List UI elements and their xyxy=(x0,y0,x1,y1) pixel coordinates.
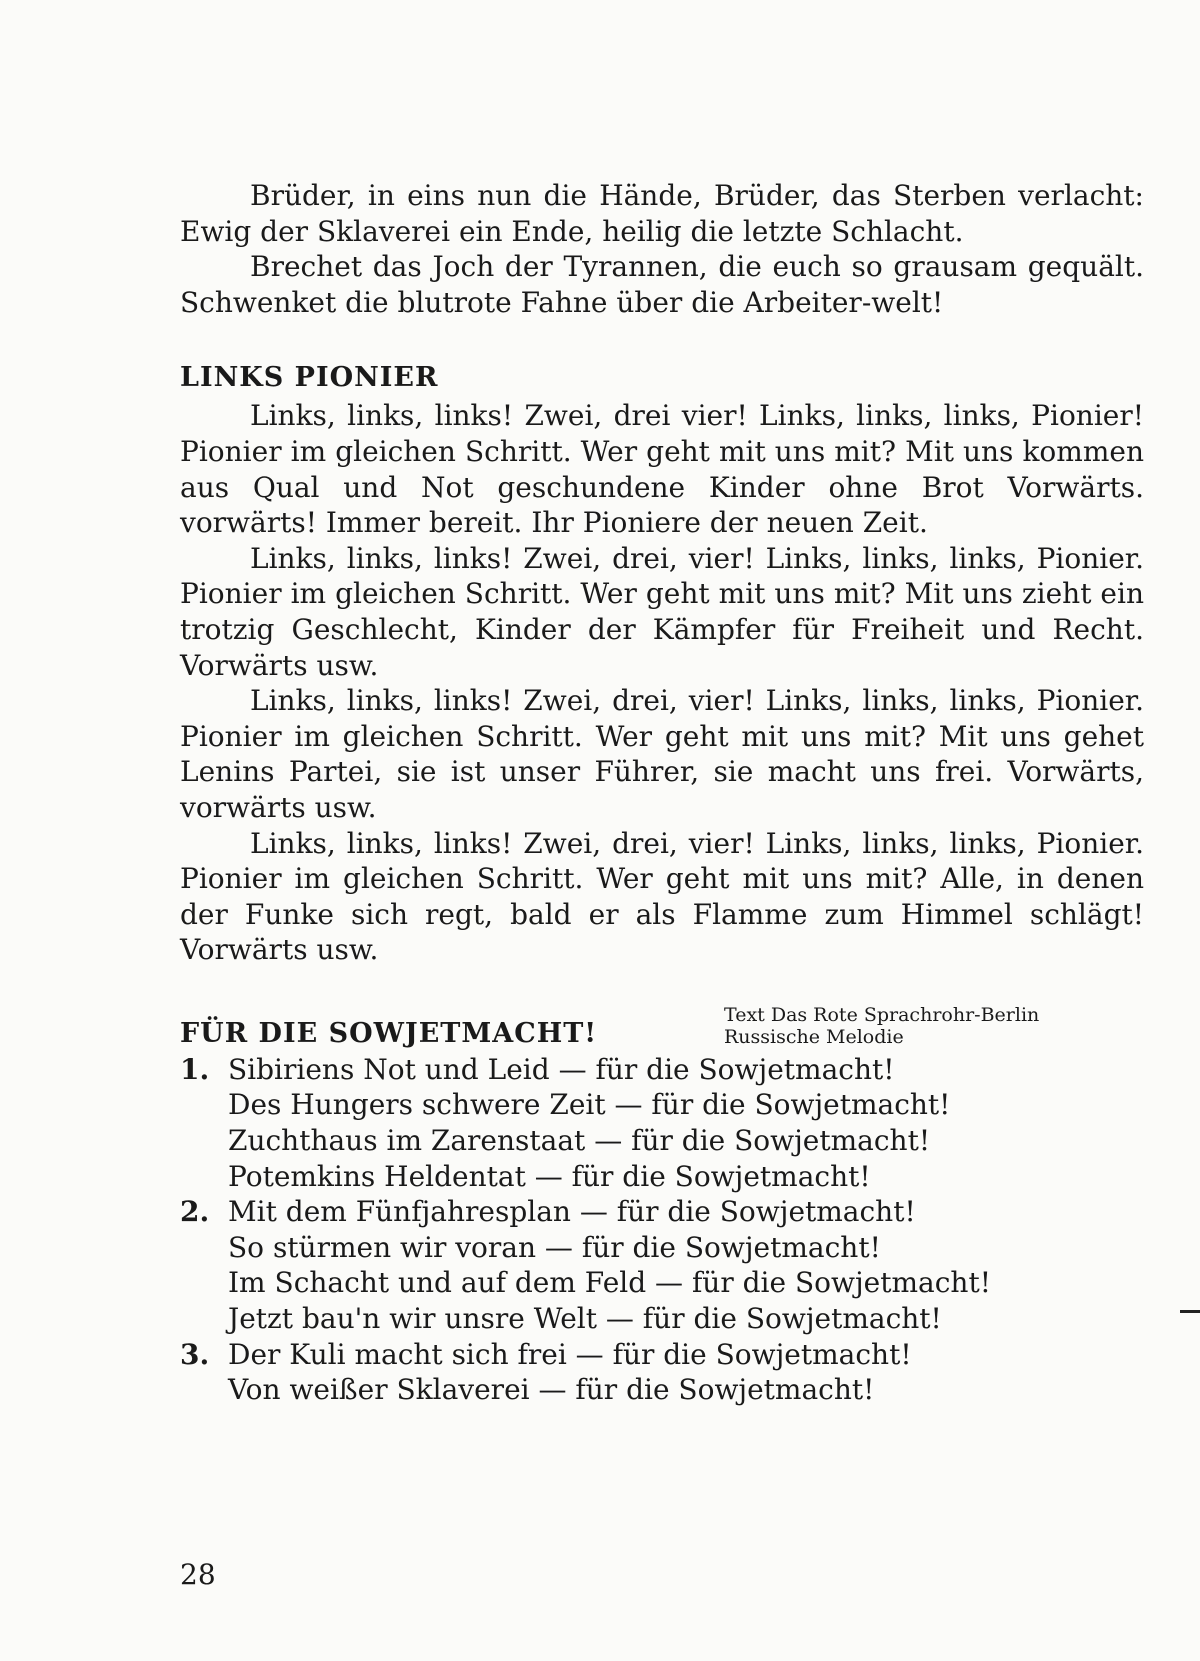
verse-line: Potemkins Heldentat — für die Sowjetmacht! xyxy=(228,1159,871,1193)
verse-line: Im Schacht und auf dem Feld — für die Sowjetmacht! xyxy=(228,1266,991,1300)
verse-line: Mit dem Fünfjahresplan — für die Sowjetmacht! xyxy=(228,1195,916,1229)
verse-number: 3. xyxy=(180,1337,210,1371)
verse-line: Zuchthaus im Zarenstaat — für die Sowjetmacht! xyxy=(228,1124,931,1158)
page-number: 28 xyxy=(180,1558,216,1591)
margin-mark xyxy=(1180,1310,1200,1313)
verse-number: 2. xyxy=(180,1195,210,1229)
verse-number: 1. xyxy=(180,1052,210,1086)
credit-text: Text Das Rote Sprachrohr-Berlin xyxy=(724,1003,1040,1026)
verse-line: So stürmen wir voran — für die Sowjetmacht! xyxy=(228,1230,881,1264)
intro-paragraph-2: Brechet das Joch der Tyrannen, die euch so grausam gequält. Schwenket die blutrote Fahne über die Arbeiter-welt! xyxy=(180,250,1144,319)
verse-line: Sibiriens Not und Leid — für die Sowjetmacht! xyxy=(228,1052,895,1086)
song1-paragraph-3: Links, links, links! Zwei, drei, vier! Links, links, links, Pionier. Pionier im gleichen Schritt. Wer geht mit uns mit? Mit uns gehet Lenins Partei, sie ist unser Führer, sie macht uns frei. Vorwärts, vorwärts usw. xyxy=(180,684,1144,824)
intro-paragraph-1: Brüder, in eins nun die Hände, Brüder, das Sterben verlacht: Ewig der Sklaverei ein Ende, heilig die letzte Schlacht. xyxy=(180,179,1144,248)
song2-credits xyxy=(724,1004,1144,1052)
song1-paragraph-4: Links, links, links! Zwei, drei, vier! Links, links, links, Pionier. Pionier im gleichen Schritt. Wer geht mit uns mit? Alle, in denen der Funke sich regt, bald er als Flamme zum Himmel schlägt! Vorwärts usw. xyxy=(180,826,1144,967)
song-title-links-pionier: LINKS PIONIER xyxy=(180,362,439,394)
verse-line: Von weißer Sklaverei — für die Sowjetmacht! xyxy=(228,1373,875,1407)
song1-paragraph-2: Links, links, links! Zwei, drei, vier! Links, links, links, Pionier. Pionier im gleichen Schritt. Wer geht mit uns mit? Mit uns zieht ein trotzig Geschlecht, Kinder der Kämpfer für Freiheit und Recht. Vorwärts usw. xyxy=(180,541,1144,682)
song-title-sowjetmacht: FÜR DIE SOWJETMACHT! xyxy=(180,1017,598,1049)
verse-1 xyxy=(180,1052,1144,1194)
verse-2 xyxy=(180,1194,1144,1336)
page-body xyxy=(180,178,1144,1408)
verse-3 xyxy=(180,1337,1144,1408)
song1-paragraph-1: Links, links, links! Zwei, drei vier! Links, links, links, Pionier! Pionier im gleichen Schritt. Wer geht mit uns mit? Mit uns kommen aus Qual und Not geschundene Kinder ohne Brot Vorwärts. vorwärts! Immer bereit. Ihr Pioniere der neuen Zeit. xyxy=(180,399,1144,540)
verse-line: Des Hungers schwere Zeit — für die Sowjetmacht! xyxy=(228,1088,951,1122)
song2-header xyxy=(180,1002,1144,1052)
verse-line: Der Kuli macht sich frei — für die Sowjetmacht! xyxy=(228,1337,912,1371)
verse-line: Jetzt bau'n wir unsre Welt — für die Sowjetmacht! xyxy=(228,1302,942,1336)
credit-melody: Russische Melodie xyxy=(724,1025,904,1048)
